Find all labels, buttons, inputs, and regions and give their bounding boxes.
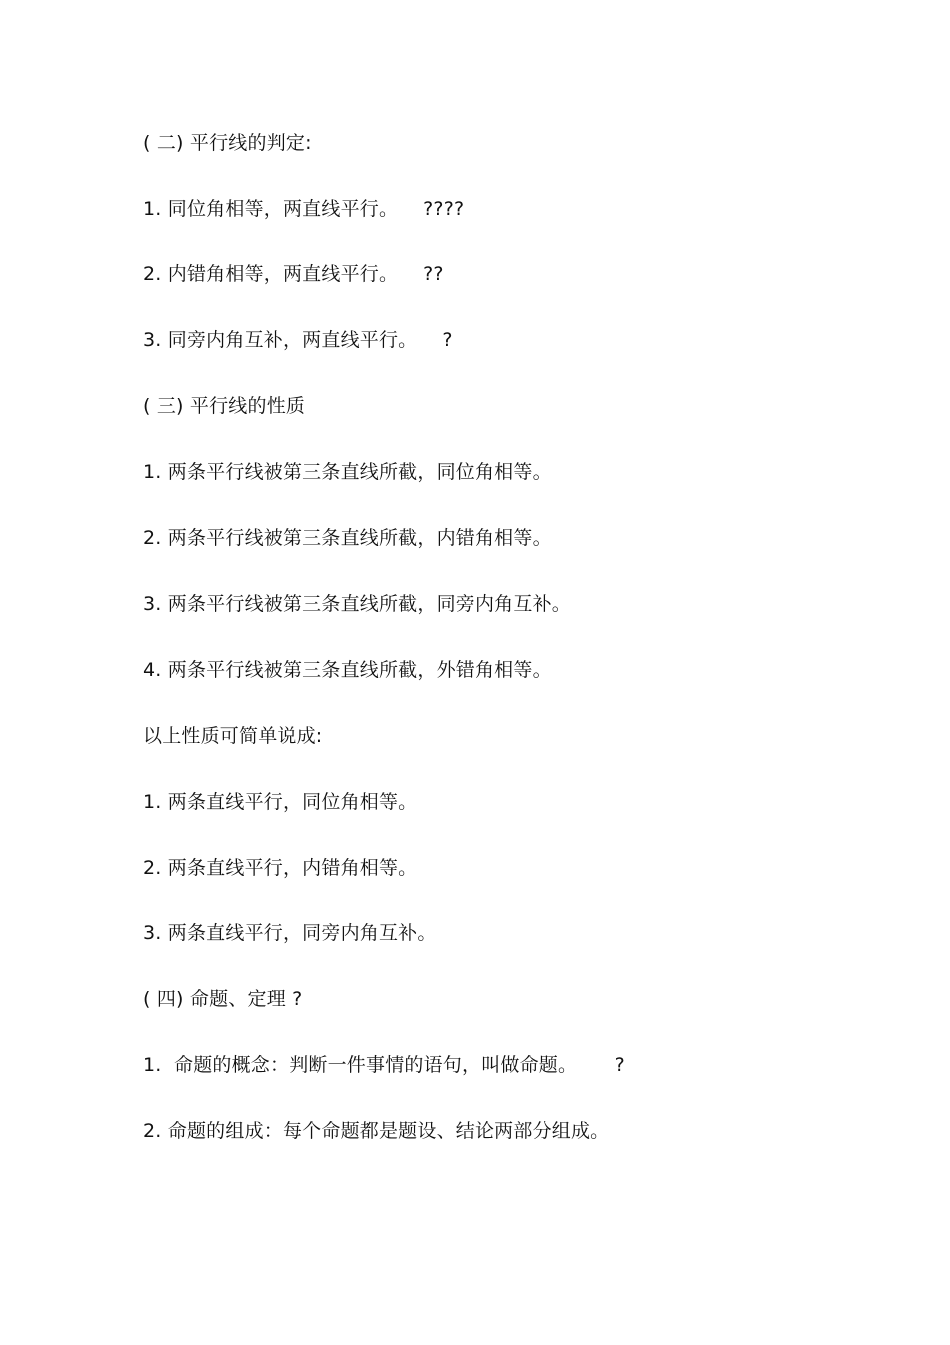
property-item-1: 1. 两条平行线被第三条直线所截，同位角相等。 [143, 461, 552, 483]
section-heading-parallel-criteria: ( 二) 平行线的判定: [143, 132, 312, 154]
summary-item-3: 3. 两条直线平行，同旁内角互补。 [143, 922, 437, 944]
proposition-item-2: 2. 命题的组成：每个命题都是题设、结论两部分组成。 [143, 1120, 610, 1142]
property-item-3: 3. 两条平行线被第三条直线所截，同旁内角互补。 [143, 593, 571, 615]
summary-item-2: 2. 两条直线平行，内错角相等。 [143, 857, 418, 879]
property-item-4: 4. 两条平行线被第三条直线所截，外错角相等。 [143, 659, 552, 681]
criteria-item-2: 2. 内错角相等，两直线平行。 ?? [143, 263, 444, 285]
section-heading-propositions: ( 四) 命题、定理 ? [143, 988, 303, 1010]
summary-intro: 以上性质可简单说成: [143, 725, 323, 747]
section-heading-parallel-properties: ( 三) 平行线的性质 [143, 395, 306, 417]
property-item-2: 2. 两条平行线被第三条直线所截，内错角相等。 [143, 527, 552, 549]
proposition-item-1: 1. 命题的概念：判断一件事情的语句，叫做命题。 ? [143, 1054, 625, 1076]
criteria-item-1: 1. 同位角相等，两直线平行。 ???? [143, 198, 465, 220]
criteria-item-3: 3. 同旁内角互补，两直线平行。 ? [143, 329, 453, 351]
summary-item-1: 1. 两条直线平行，同位角相等。 [143, 791, 418, 813]
